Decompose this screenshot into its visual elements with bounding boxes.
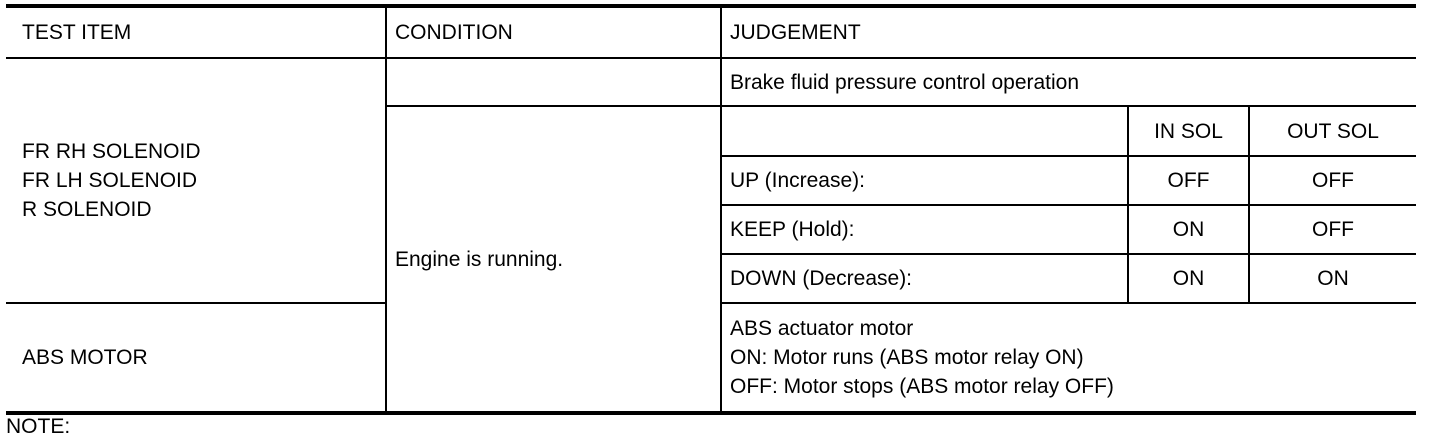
test-item-fr-lh-solenoid: FR LH SOLENOID	[22, 169, 198, 192]
rule-solenoid-bottom-left	[6, 302, 386, 304]
row-down-out-sol: ON	[1317, 267, 1349, 290]
row-keep-in-sol: ON	[1172, 218, 1205, 241]
rule-top	[6, 4, 1416, 8]
rule-bottom	[6, 411, 1416, 415]
row-down-in-sol: ON	[1172, 267, 1205, 290]
motor-judgement-line-2: ON: Motor runs (ABS motor relay ON)	[730, 346, 1084, 369]
motor-judgement-line-3: OFF: Motor stops (ABS motor relay OFF)	[730, 375, 1114, 398]
header-condition: CONDITION	[395, 21, 513, 44]
row-keep-out-sol: OFF	[1312, 218, 1354, 241]
test-item-fr-rh-solenoid: FR RH SOLENOID	[22, 140, 201, 163]
row-keep-label: KEEP (Hold):	[730, 218, 855, 241]
header-test-item: TEST ITEM	[22, 21, 132, 44]
row-down-label: DOWN (Decrease):	[730, 267, 913, 290]
test-table	[6, 0, 1416, 416]
row-up-in-sol: OFF	[1167, 169, 1210, 192]
row-up-label: UP (Increase):	[730, 169, 865, 192]
motor-judgement-line-1: ABS actuator motor	[730, 317, 914, 340]
rule-row-up-bottom	[720, 204, 1416, 206]
brake-fluid-title: Brake fluid pressure control operation	[730, 71, 1080, 94]
rule-row-keep-bottom	[720, 253, 1416, 255]
header-judgement: JUDGEMENT	[730, 21, 861, 44]
test-item-r-solenoid: R SOLENOID	[22, 198, 152, 221]
subheader-out-sol: OUT SOL	[1287, 120, 1379, 143]
rule-header-bottom	[6, 57, 1416, 59]
rule-col-condition	[385, 6, 387, 413]
note-label	[6, 414, 71, 438]
row-up-out-sol: OFF	[1312, 169, 1354, 192]
condition-value: Engine is running.	[395, 248, 564, 271]
rule-subheader-bottom	[720, 155, 1416, 157]
note-label-text: NOTE:	[6, 415, 71, 438]
subheader-in-sol: IN SOL	[1154, 120, 1223, 143]
rule-condition-top	[385, 105, 1416, 107]
rule-solenoid-bottom-right	[720, 302, 1416, 304]
rule-col-judgement	[720, 6, 722, 413]
test-item-abs-motor: ABS MOTOR	[22, 346, 148, 369]
